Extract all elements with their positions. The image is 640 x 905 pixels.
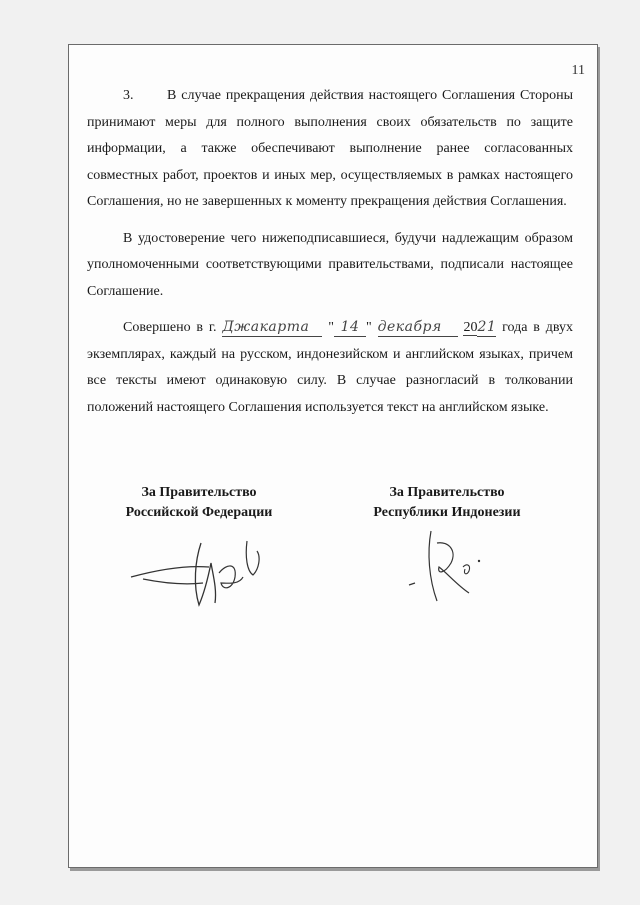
body-text	[87, 83, 573, 431]
signature-block-russia	[89, 483, 309, 523]
handwritten-signature-russia	[123, 533, 273, 613]
paragraph-number: 3.	[123, 88, 134, 103]
handwritten-signature-indonesia	[397, 523, 507, 613]
signature-russia-line1: За Правительство	[141, 485, 257, 500]
paragraph-done-at	[87, 315, 573, 421]
paragraph-3-text: В случае прекращения действия настоящего Соглашения Стороны принимают меры для полного выполнения своих обязательств по защите информации, а также обеспечивают выполнение ранее согласованных совместных работ, проектов и иных мер, осуществляемых в рамках настоящего Соглашения, но не завершенных к моменту прекращения действия Соглашения.	[87, 88, 573, 209]
done-at-lead: Совершено в г.	[123, 320, 217, 335]
quote-close: "	[366, 320, 372, 335]
paragraph-witness	[87, 226, 573, 306]
signature-indonesia-line2: Республики Индонезии	[373, 505, 521, 520]
handwritten-year: 21	[477, 319, 497, 335]
handwritten-city: Джакарта	[222, 318, 322, 337]
signature-indonesia-line1: За Правительство	[389, 485, 505, 500]
document-page	[68, 44, 598, 868]
year-printed: 20	[463, 320, 478, 335]
paragraph-3	[87, 83, 573, 216]
handwritten-month: декабря	[378, 318, 458, 337]
paragraph-witness-text: В удостоверение чего нижеподписавшиеся, будучи надлежащим образом уполномоченными соответствующими правительствами, подписали настоящее Соглашение.	[87, 230, 573, 299]
done-at-rest: года в двух экземплярах, каждый на русском, индонезийском и английском языках, причем все тексты имеют одинаковую силу. В случае разногласий в толковании положений настоящего Соглашения используется текст на английском языке.	[87, 320, 574, 415]
handwritten-day: 14	[334, 318, 366, 337]
quote-open: "	[328, 320, 334, 335]
page-number: 11	[571, 63, 585, 78]
signature-russia-line2: Российской Федерации	[125, 505, 273, 520]
signature-block-indonesia	[337, 483, 557, 523]
